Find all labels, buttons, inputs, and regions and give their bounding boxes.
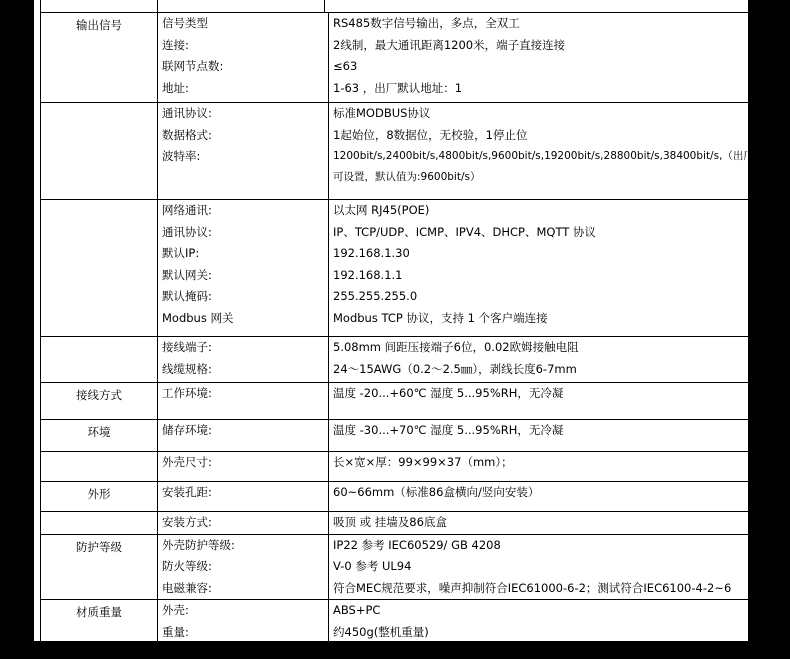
- category-cell: [41, 337, 158, 383]
- spec-row: [41, 482, 755, 512]
- param-value: RS485数字信号输出，多点，全双工: [333, 16, 520, 30]
- value-cell: [329, 512, 755, 535]
- param-value: 5.08mm 间距压接端子6位，0.02欧姆接触电阻: [333, 340, 579, 354]
- category-cell: 外形: [41, 482, 158, 512]
- spec-row: [41, 337, 755, 383]
- value-cell: [329, 200, 755, 337]
- param-label: 线缆规格:: [162, 361, 212, 376]
- category-cell: 接线方式: [41, 383, 158, 420]
- spec-row: [41, 200, 755, 337]
- param-label: 默认掩码:: [162, 289, 212, 303]
- spec-row: [41, 534, 755, 600]
- value-cell: [329, 600, 755, 646]
- param-value: Modbus TCP 协议，支持 1 个客户端连接: [333, 310, 548, 325]
- param-cell: [158, 452, 329, 482]
- param-cell: [158, 200, 329, 337]
- category-cell: [41, 103, 158, 200]
- param-value: 255.255.255.0: [333, 289, 418, 303]
- param-label: 波特率:: [162, 149, 201, 163]
- category-cell: 材质重量: [41, 600, 158, 646]
- param-value: V-0 参考 UL94: [333, 559, 412, 573]
- value-cell: [329, 103, 755, 200]
- param-label: 外壳防护等级:: [162, 537, 235, 552]
- param-value: 吸顶 或 挂墙及86底盒: [333, 515, 447, 529]
- category-cell: 输出信号: [41, 13, 158, 103]
- table-top-edge: [34, 0, 748, 12]
- param-cell: [158, 103, 329, 200]
- category-cell: [41, 200, 158, 337]
- param-value: 温度 -20...+60℃ 湿度 5...95%RH，无冷凝: [333, 386, 564, 400]
- spec-row: [41, 512, 755, 535]
- spec-row: [41, 420, 755, 452]
- param-cell: [158, 420, 329, 452]
- param-label: 外壳:: [162, 603, 189, 617]
- param-value: 温度 -30...+70℃ 湿度 5...95%RH，无冷凝: [333, 423, 564, 437]
- value-cell: [329, 13, 755, 103]
- param-label: 连接:: [162, 37, 189, 52]
- spec-row: [41, 383, 755, 420]
- param-label: 防火等级:: [162, 559, 212, 573]
- value-cell: [329, 420, 755, 452]
- param-label: 联网节点数:: [162, 59, 224, 73]
- param-label: 工作环境:: [162, 386, 212, 400]
- param-value: ABS+PC: [333, 603, 381, 617]
- param-label: 默认IP:: [162, 246, 200, 260]
- value-cell: [329, 534, 755, 600]
- param-cell: [158, 482, 329, 512]
- param-value: 192.168.1.30: [333, 246, 410, 260]
- param-label: 数据格式:: [162, 127, 212, 142]
- param-label: 信号类型: [162, 16, 208, 30]
- category-cell: 防护等级: [41, 534, 158, 600]
- spec-row: [41, 600, 755, 646]
- category-cell: [41, 512, 158, 535]
- value-cell: [329, 482, 755, 512]
- param-label: 重量:: [162, 624, 189, 639]
- spec-row: [41, 103, 755, 200]
- param-value: ≤63: [333, 59, 358, 73]
- param-cell: [158, 512, 329, 535]
- param-cell: [158, 13, 329, 103]
- spec-row: [41, 452, 755, 482]
- param-value: 符合MEC规范要求，噪声抑制符合IEC61000-6-2；测试符合IEC6100-4-2~6: [333, 580, 732, 595]
- param-cell: [158, 383, 329, 420]
- param-value: IP22 参考 IEC60529/ GB 4208: [333, 537, 501, 552]
- param-label: 电磁兼容:: [162, 580, 212, 595]
- param-value: 60~66mm（标准86盒横向/竖向安装）: [333, 485, 540, 499]
- param-label: 地址:: [162, 80, 189, 95]
- category-cell: 环境: [41, 420, 158, 452]
- spec-sheet: [34, 0, 754, 641]
- param-label: 外壳尺寸:: [162, 455, 212, 469]
- param-value: 1起始位，8数据位，无校验，1停止位: [333, 127, 528, 142]
- param-cell: [158, 534, 329, 600]
- param-label: 接线端子:: [162, 340, 212, 354]
- value-cell: [329, 383, 755, 420]
- param-value: 1200bit/s,2400bit/s,4800bit/s,9600bit/s,19200bit/s,28800bit/s,38400bit/s,（出厂可设置，默认值为:9600bit/s）: [333, 150, 754, 183]
- param-label: 通讯协议:: [162, 224, 212, 239]
- value-cell: [329, 337, 755, 383]
- param-value: 24～15AWG（0.2～2.5㎜），剥线长度6-7mm: [333, 361, 577, 376]
- param-value: 约450g(整机重量): [333, 624, 429, 639]
- value-cell: [329, 452, 755, 482]
- param-value: 以太网 RJ45(POE): [333, 203, 430, 217]
- param-label: 储存环境:: [162, 423, 212, 437]
- param-value: 1-63 ，出厂默认地址：1: [333, 80, 463, 95]
- param-label: 默认网关:: [162, 267, 212, 282]
- param-value: 2线制，最大通讯距离1200米，端子直接连接: [333, 37, 566, 52]
- param-label: 安装孔距:: [162, 485, 212, 499]
- param-label: Modbus 网关: [162, 310, 234, 325]
- spec-table: [40, 12, 754, 646]
- param-label: 安装方式:: [162, 515, 212, 529]
- category-cell: [41, 452, 158, 482]
- param-cell: [158, 337, 329, 383]
- param-value: 长×宽×厚：99×99×37（mm）；: [333, 455, 513, 469]
- param-value: 192.168.1.1: [333, 267, 403, 282]
- param-value: 标准MODBUS协议: [333, 106, 431, 120]
- param-value: IP、TCP/UDP、ICMP、IPV4、DHCP、MQTT 协议: [333, 224, 596, 239]
- param-cell: [158, 600, 329, 646]
- param-label: 网络通讯:: [162, 203, 212, 217]
- param-label: 通讯协议:: [162, 106, 212, 120]
- spec-row: [41, 13, 755, 103]
